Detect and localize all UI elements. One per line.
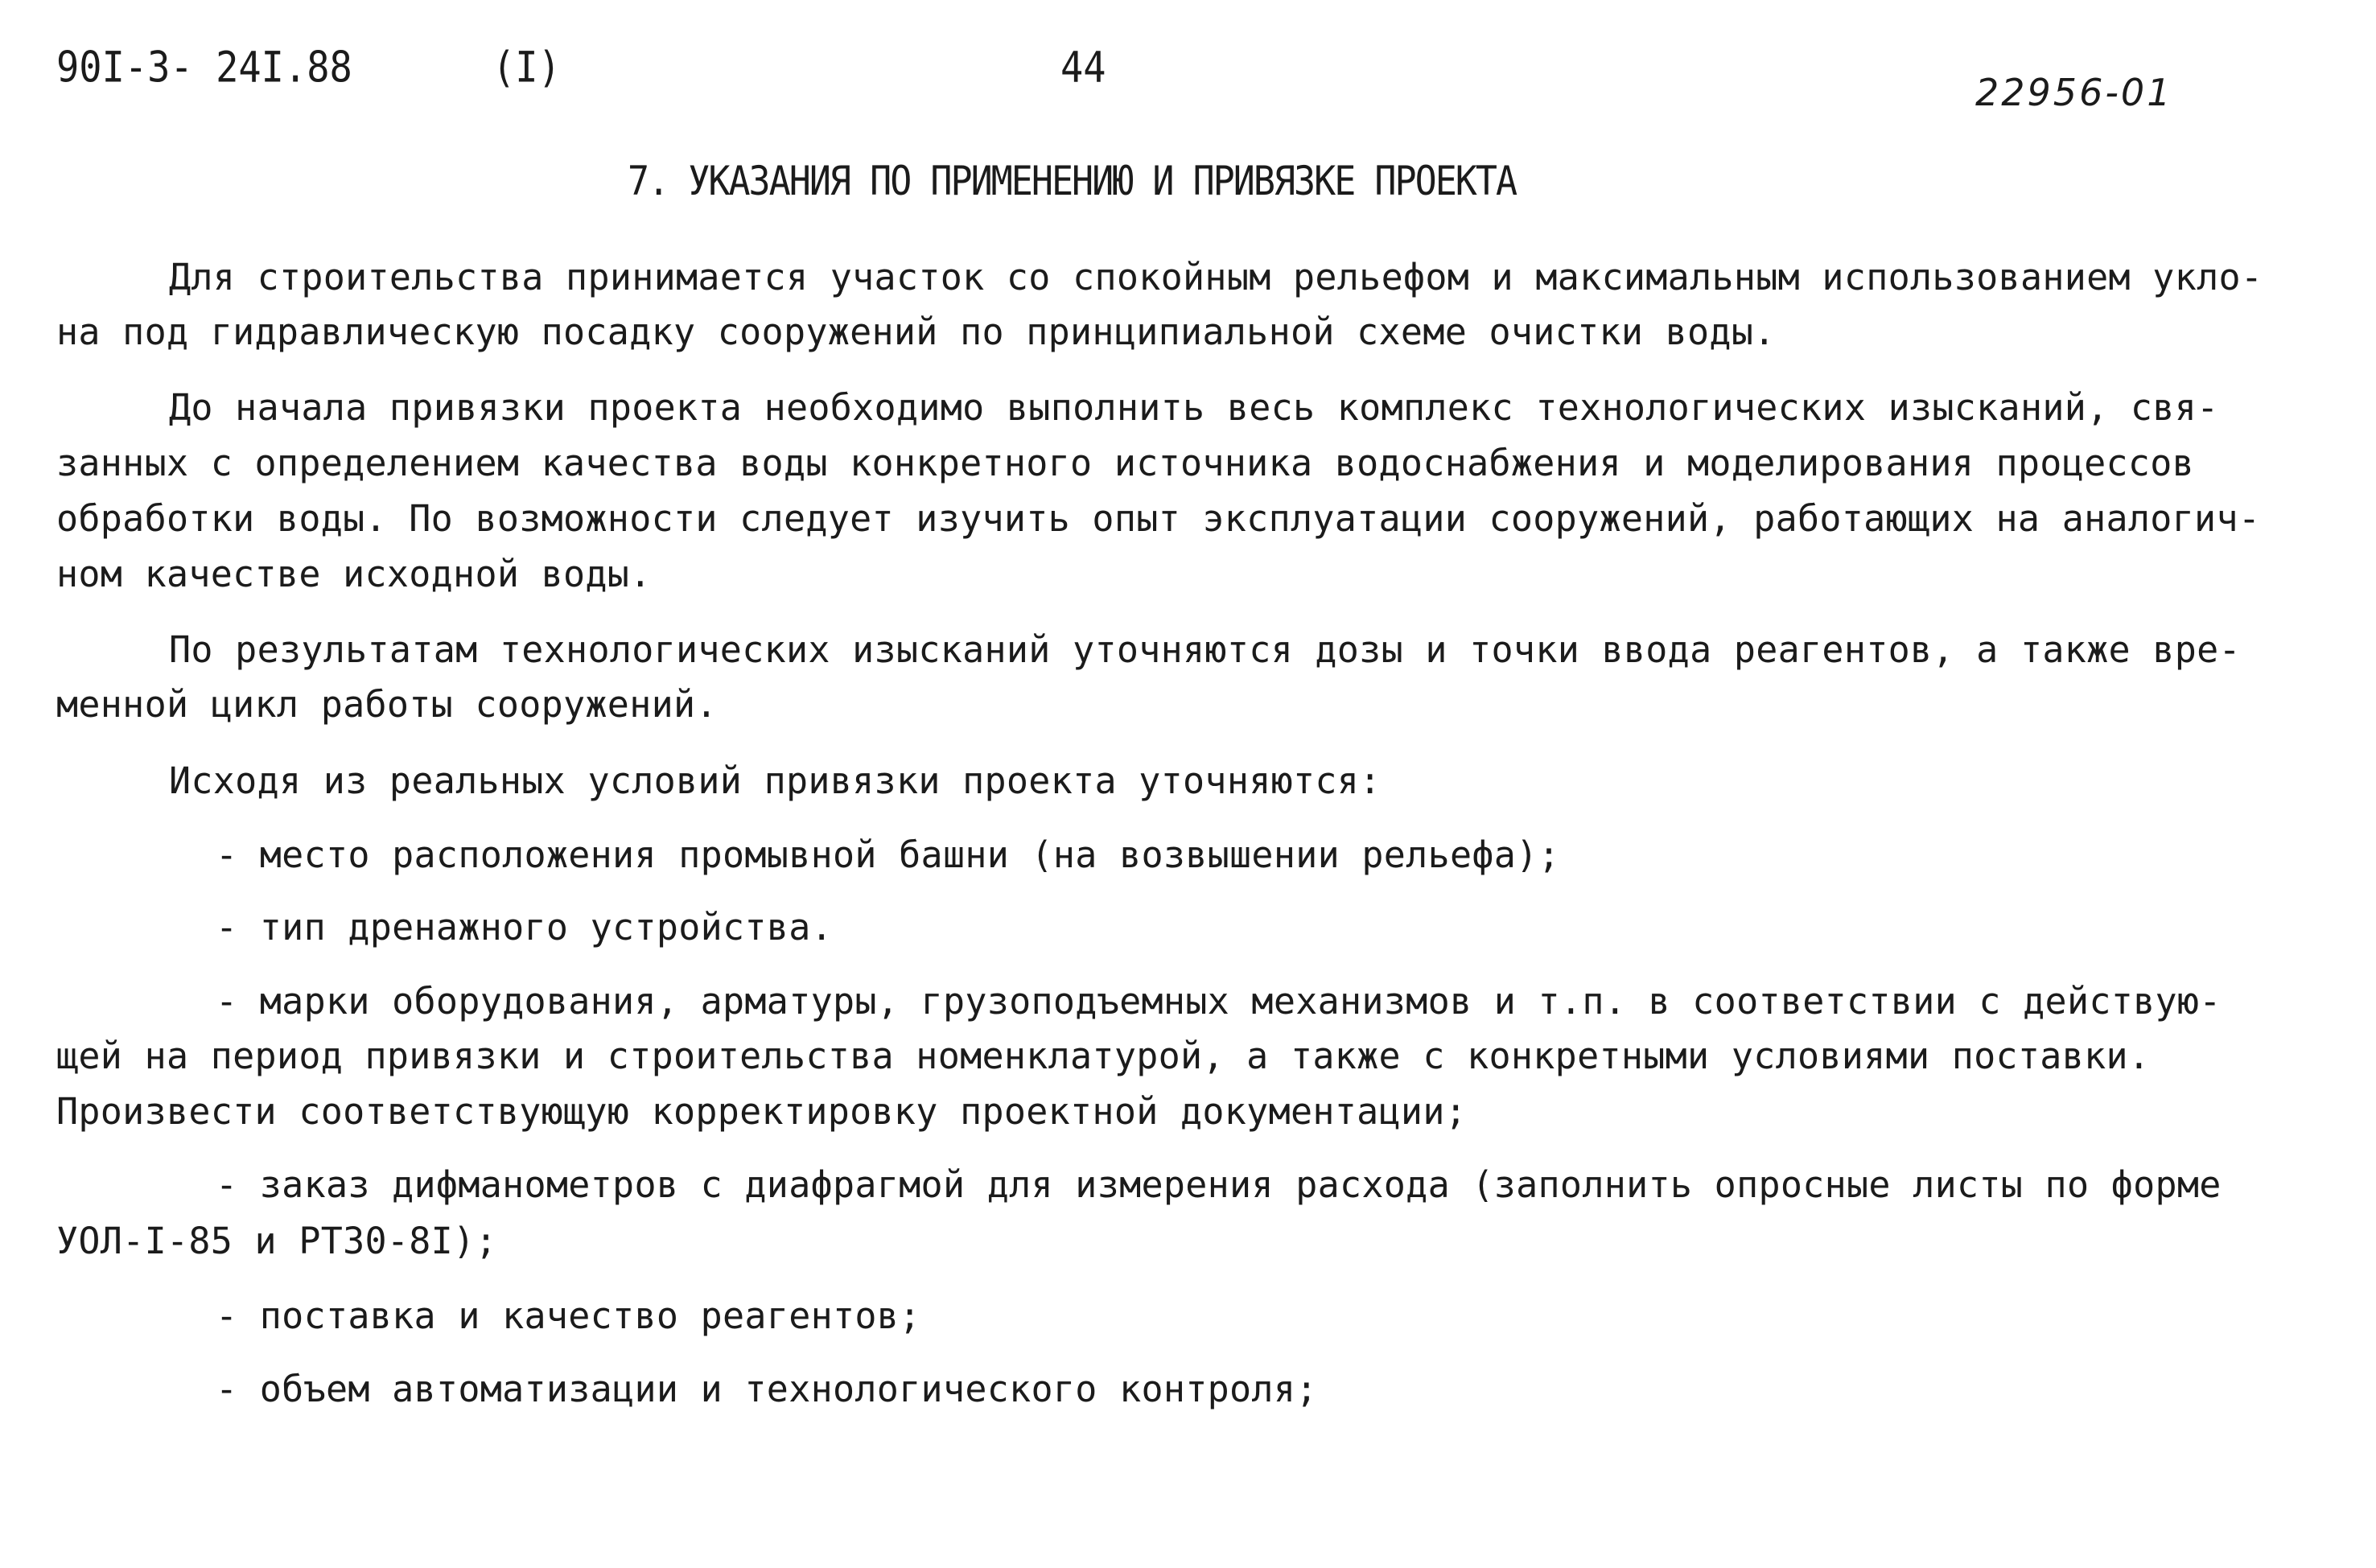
- list-item-equipment-line-1: - марки оборудования, арматуры, грузоподъемных механизмов и т.п. в соответствии с действую-: [216, 980, 2222, 1023]
- paragraph-1-line-2: на под гидравлическую посадку сооружений по принципиальной схеме очистки воды.: [56, 311, 1776, 353]
- paragraph-2-line-4: ном качестве исходной воды.: [56, 553, 652, 595]
- list-item-manometers-line-2: УОЛ-I-85 и РТ30-8I);: [56, 1220, 497, 1262]
- section-title: 7. УКАЗАНИЯ ПО ПРИМЕНЕНИЮ И ПРИВЯЗКЕ ПРОЕКТА: [628, 157, 1517, 204]
- paragraph-2-line-1: До начала привязки проекта необходимо выполнить весь комплекс технологических изысканий, свя-: [169, 386, 2219, 429]
- page-number: 44: [1060, 43, 1106, 93]
- list-item-tower-location: - место расположения промывной башни (на возвышении рельефа);: [216, 833, 1560, 876]
- document-part: (I): [492, 43, 561, 93]
- paragraph-2-line-3: обработки воды. По возможности следует изучить опыт эксплуатации сооружений, работающих на аналогич-: [56, 497, 2261, 540]
- paragraph-1-line-1: Для строительства принимается участок со спокойным рельефом и максимальным использованием укло-: [169, 256, 2263, 298]
- inventory-number: 22956-01: [1975, 71, 2173, 114]
- paragraph-4-line-1: Исходя из реальных условий привязки проекта уточняются:: [169, 759, 1382, 802]
- paragraph-3-line-1: По результатам технологических изысканий уточняются дозы и точки ввода реагентов, а также вре-: [169, 628, 2241, 671]
- list-item-reagents: - поставка и качество реагентов;: [216, 1294, 921, 1337]
- paragraph-2-line-2: занных с определением качества воды конкретного источника водоснабжения и моделирования процессов: [56, 442, 2195, 484]
- list-item-drainage-type: - тип дренажного устройства.: [216, 906, 833, 949]
- list-item-automation: - объем автоматизации и технологического контроля;: [216, 1368, 1318, 1410]
- document-code: 90I-3- 24I.88: [56, 43, 352, 93]
- list-item-equipment-line-3: Произвести соответствующую корректировку проектной документации;: [56, 1090, 1468, 1133]
- list-item-equipment-line-2: щей на период привязки и строительства номенклатурой, а также с конкретными условиями поставки.: [56, 1035, 2151, 1077]
- paragraph-3-line-2: менной цикл работы сооружений.: [56, 683, 718, 726]
- list-item-manometers-line-1: - заказ дифманометров с диафрагмой для измерения расхода (заполнить опросные листы по форме: [216, 1163, 2222, 1206]
